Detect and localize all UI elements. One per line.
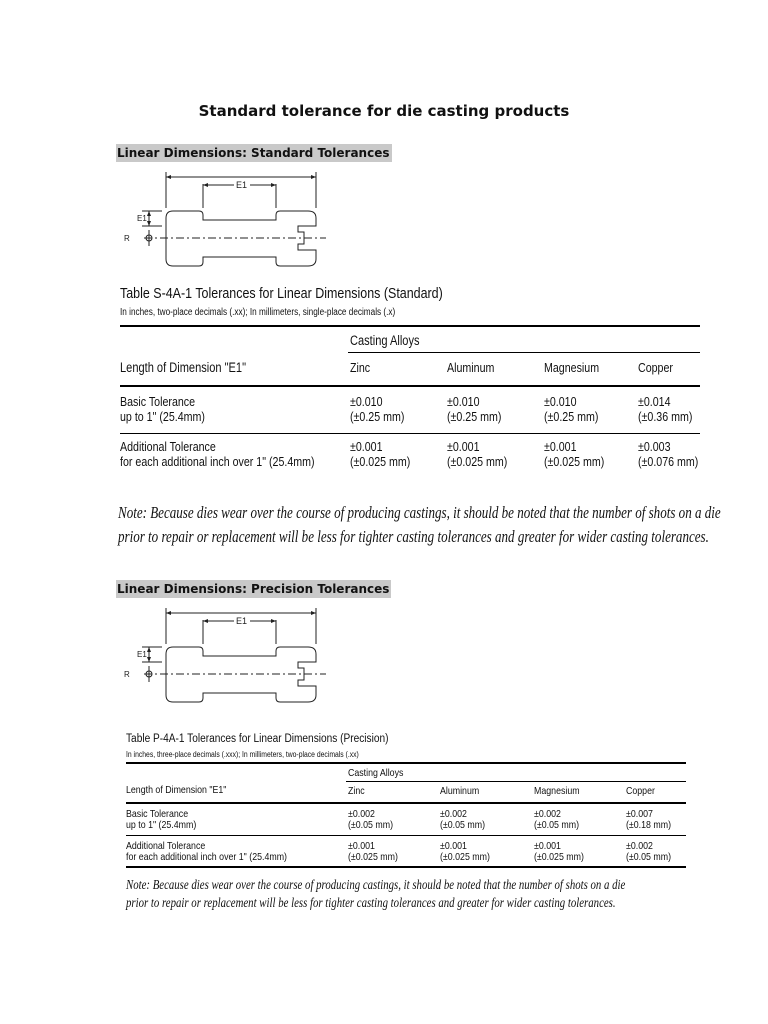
casting-profile-diagram: [116, 168, 336, 274]
row-label-detail: up to 1" (25.4mm): [126, 819, 197, 831]
cell-zinc-mm: (±0.25 mm): [350, 409, 405, 424]
table-subtitle: In inches, three-place decimals (.xxx); In millimeters, two-place decimals (.xx): [126, 750, 359, 759]
diagram-label-e1: E1: [236, 616, 248, 626]
cell-copper-in: ±0.014: [638, 394, 671, 409]
page-title: Standard tolerance for die casting products: [198, 102, 570, 120]
note-line: prior to repair or replacement will be less for tighter casting tolerances and greater for wider casting tolerances.: [118, 527, 709, 546]
alloys-rule: [348, 352, 700, 353]
cell-magnesium-in: ±0.010: [544, 394, 577, 409]
table-top-rule: [120, 325, 700, 327]
row-label: Basic Tolerance: [126, 808, 189, 820]
row-label-detail: for each additional inch over 1" (25.4mm): [126, 851, 287, 863]
row-label: Additional Tolerance: [120, 439, 216, 454]
cell-copper-mm: (±0.36 mm): [638, 409, 693, 424]
row-header-label: Length of Dimension "E1": [120, 360, 247, 375]
header-rule: [120, 385, 700, 387]
cell-copper-in: ±0.002: [626, 840, 653, 852]
section-heading-standard: Linear Dimensions: Standard Tolerances: [117, 146, 390, 160]
cell-aluminum-mm: (±0.05 mm): [440, 819, 486, 831]
cell-zinc-mm: (±0.025 mm): [350, 454, 411, 469]
diagram-label-e1-vertical: E1: [137, 214, 147, 223]
cell-aluminum-in: ±0.002: [440, 808, 467, 820]
note-line: prior to repair or replacement will be less for tighter casting tolerances and greater for wider casting tolerances.: [126, 895, 616, 910]
note-line: Note: Because dies wear over the course of producing castings, it should be noted that the number of shots on a die: [118, 503, 721, 522]
column-header-copper: Copper: [638, 360, 673, 375]
column-header-zinc: Zinc: [348, 785, 365, 797]
diagram-label-e1-vertical: E1: [137, 650, 147, 659]
cell-zinc-in: ±0.002: [348, 808, 375, 820]
row-rule: [126, 835, 686, 836]
tolerance-table-precision: [126, 760, 686, 870]
cell-zinc-in: ±0.010: [350, 394, 383, 409]
cell-copper-in: ±0.003: [638, 439, 671, 454]
cell-magnesium-mm: (±0.05 mm): [534, 819, 580, 831]
cell-magnesium-in: ±0.001: [544, 439, 577, 454]
cell-zinc-mm: (±0.05 mm): [348, 819, 394, 831]
alloys-rule: [346, 781, 686, 782]
cell-magnesium-in: ±0.001: [534, 840, 561, 852]
table-top-rule: [126, 762, 686, 764]
row-label: Additional Tolerance: [126, 840, 206, 852]
cell-aluminum-in: ±0.010: [447, 394, 480, 409]
table-title: Table P-4A-1 Tolerances for Linear Dimensions (Precision): [126, 733, 389, 745]
cell-zinc-in: ±0.001: [350, 439, 383, 454]
table-subtitle: In inches, two-place decimals (.xx); In millimeters, single-place decimals (.x): [120, 307, 396, 318]
column-header-aluminum: Aluminum: [440, 785, 480, 797]
header-rule: [126, 802, 686, 804]
note-line: Note: Because dies wear over the course of producing castings, it should be noted that the number of shots on a die: [126, 877, 626, 892]
cell-magnesium-mm: (±0.025 mm): [544, 454, 605, 469]
row-label: Basic Tolerance: [120, 394, 196, 409]
cell-magnesium-in: ±0.002: [534, 808, 561, 820]
cell-aluminum-in: ±0.001: [447, 439, 480, 454]
row-header-label: Length of Dimension "E1": [126, 784, 227, 796]
cell-aluminum-in: ±0.001: [440, 840, 467, 852]
diagram-label-e1: E1: [236, 180, 248, 190]
diagram-label-r: R: [124, 234, 130, 243]
column-header-magnesium: Magnesium: [534, 785, 580, 797]
cell-copper-in: ±0.007: [626, 808, 653, 820]
row-label-detail: for each additional inch over 1" (25.4mm): [120, 454, 315, 469]
cell-aluminum-mm: (±0.25 mm): [447, 409, 502, 424]
cell-copper-mm: (±0.05 mm): [626, 851, 672, 863]
cell-magnesium-mm: (±0.025 mm): [534, 851, 584, 863]
diagram-label-r: R: [124, 670, 130, 679]
column-header-zinc: Zinc: [350, 360, 371, 375]
row-rule: [120, 433, 700, 434]
column-header-copper: Copper: [626, 785, 655, 797]
cell-aluminum-mm: (±0.025 mm): [440, 851, 490, 863]
casting-profile-diagram: [116, 604, 336, 710]
cell-magnesium-mm: (±0.25 mm): [544, 409, 599, 424]
cell-copper-mm: (±0.076 mm): [638, 454, 699, 469]
cell-copper-mm: (±0.18 mm): [626, 819, 672, 831]
cell-zinc-in: ±0.001: [348, 840, 375, 852]
section-heading-precision: Linear Dimensions: Precision Tolerances: [117, 582, 390, 596]
row-label-detail: up to 1" (25.4mm): [120, 409, 205, 424]
table-title: Table S-4A-1 Tolerances for Linear Dimensions (Standard): [120, 286, 443, 302]
tolerance-table-standard: [120, 322, 700, 480]
column-header-aluminum: Aluminum: [447, 360, 495, 375]
casting-alloys-header: Casting Alloys: [348, 767, 404, 779]
column-header-magnesium: Magnesium: [544, 360, 600, 375]
cell-aluminum-mm: (±0.025 mm): [447, 454, 508, 469]
table-bottom-rule: [126, 866, 686, 868]
cell-zinc-mm: (±0.025 mm): [348, 851, 398, 863]
casting-alloys-header: Casting Alloys: [350, 333, 420, 348]
